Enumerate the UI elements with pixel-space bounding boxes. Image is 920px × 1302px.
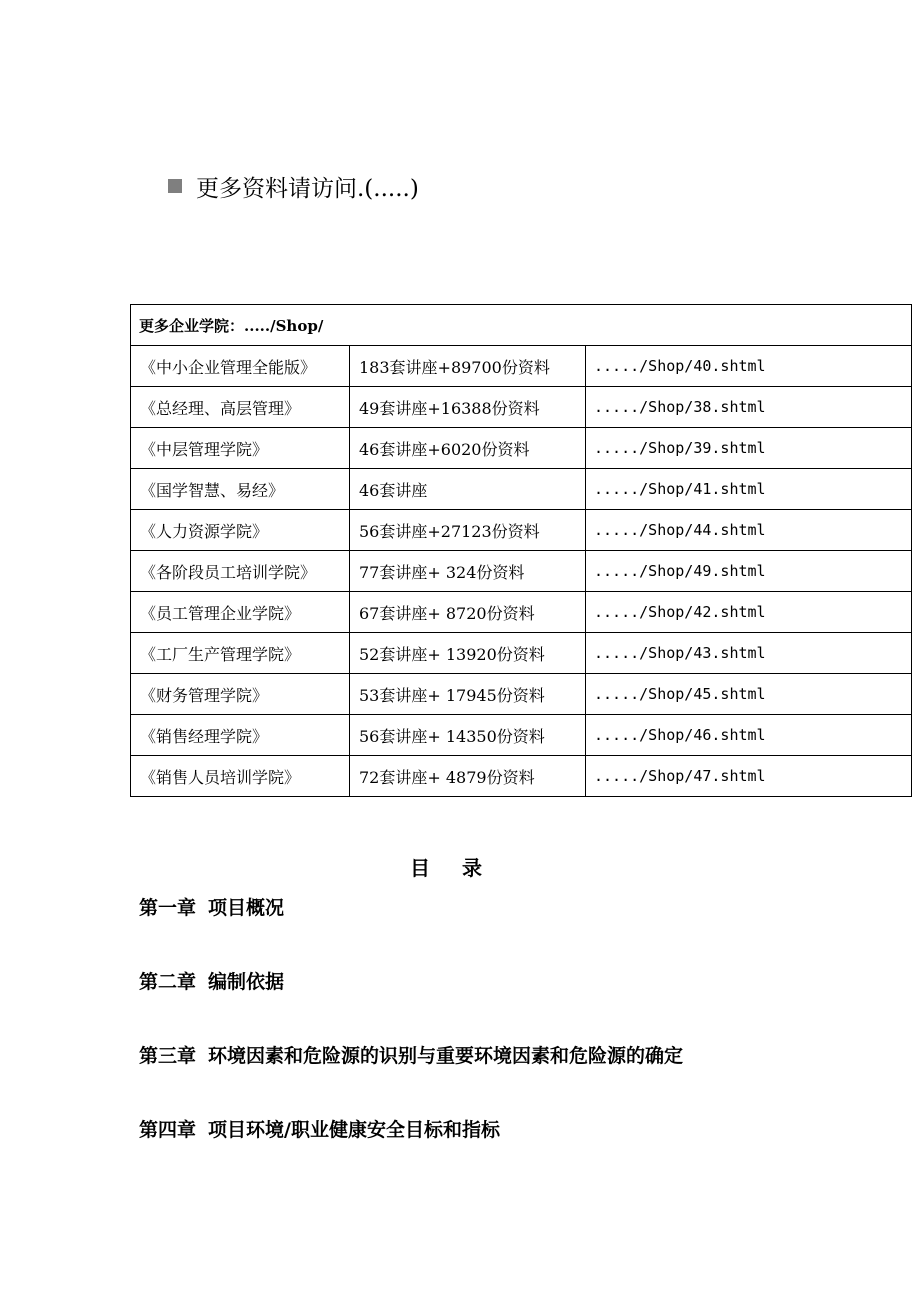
course-name-cell: 《各阶段员工培训学院》	[131, 551, 350, 592]
course-name-cell: 《财务管理学院》	[131, 674, 350, 715]
course-url-cell[interactable]: ...../Shop/46.shtml	[586, 715, 912, 756]
chapter-number: 第三章	[139, 1045, 197, 1067]
table-header-row	[131, 305, 912, 346]
table-row	[131, 469, 912, 510]
table-row	[131, 756, 912, 797]
table-row	[131, 633, 912, 674]
course-name-cell: 《销售经理学院》	[131, 715, 350, 756]
course-name-cell: 《国学智慧、易经》	[131, 469, 350, 510]
chapter-title: 编制依据	[208, 971, 285, 993]
course-name-cell: 《中层管理学院》	[131, 428, 350, 469]
course-url-cell[interactable]: ...../Shop/38.shtml	[586, 387, 912, 428]
course-url-cell[interactable]: ...../Shop/43.shtml	[586, 633, 912, 674]
chapter-title: 项目环境/职业健康安全目标和指标	[208, 1119, 500, 1141]
table-header-cell: 更多企业学院：...../Shop/	[131, 305, 912, 346]
table-row	[131, 387, 912, 428]
course-content-cell: 67套讲座+ 8720份资料	[350, 592, 586, 633]
visit-notice	[168, 168, 419, 204]
course-name-cell: 《员工管理企业学院》	[131, 592, 350, 633]
course-content-cell: 52套讲座+ 13920份资料	[350, 633, 586, 674]
course-content-cell: 56套讲座+27123份资料	[350, 510, 586, 551]
course-url-cell[interactable]: ...../Shop/47.shtml	[586, 756, 912, 797]
toc-entry	[139, 1115, 500, 1142]
course-content-cell: 46套讲座	[350, 469, 586, 510]
table-row	[131, 510, 912, 551]
course-url-cell[interactable]: ...../Shop/42.shtml	[586, 592, 912, 633]
course-content-cell: 72套讲座+ 4879份资料	[350, 756, 586, 797]
course-name-cell: 《销售人员培训学院》	[131, 756, 350, 797]
chapter-title: 项目概况	[208, 897, 285, 919]
course-url-cell[interactable]: ...../Shop/41.shtml	[586, 469, 912, 510]
course-name-cell: 《中小企业管理全能版》	[131, 346, 350, 387]
chapter-number: 第二章	[139, 971, 197, 993]
course-url-cell[interactable]: ...../Shop/40.shtml	[586, 346, 912, 387]
course-url-cell[interactable]: ...../Shop/45.shtml	[586, 674, 912, 715]
course-content-cell: 53套讲座+ 17945份资料	[350, 674, 586, 715]
chapter-title: 环境因素和危险源的识别与重要环境因素和危险源的确定	[208, 1045, 684, 1067]
toc-entry	[139, 967, 284, 994]
visit-text: 更多资料请访问.(.....)	[196, 175, 419, 202]
toc-title: 目录	[410, 856, 514, 880]
square-bullet-icon	[168, 179, 182, 193]
table-row	[131, 346, 912, 387]
course-content-cell: 56套讲座+ 14350份资料	[350, 715, 586, 756]
table-row	[131, 428, 912, 469]
course-name-cell: 《总经理、高层管理》	[131, 387, 350, 428]
course-content-cell: 183套讲座+89700份资料	[350, 346, 586, 387]
shop-table	[130, 304, 912, 797]
course-content-cell: 49套讲座+16388份资料	[350, 387, 586, 428]
course-content-cell: 46套讲座+6020份资料	[350, 428, 586, 469]
chapter-number: 第四章	[139, 1119, 197, 1141]
chapter-number: 第一章	[139, 897, 197, 919]
course-url-cell[interactable]: ...../Shop/39.shtml	[586, 428, 912, 469]
course-name-cell: 《工厂生产管理学院》	[131, 633, 350, 674]
table-row	[131, 715, 912, 756]
course-name-cell: 《人力资源学院》	[131, 510, 350, 551]
course-url-cell[interactable]: ...../Shop/49.shtml	[586, 551, 912, 592]
toc-entry	[139, 893, 284, 920]
course-content-cell: 77套讲座+ 324份资料	[350, 551, 586, 592]
toc-entry	[139, 1041, 683, 1068]
table-row	[131, 592, 912, 633]
course-url-cell[interactable]: ...../Shop/44.shtml	[586, 510, 912, 551]
table-row	[131, 674, 912, 715]
table-row	[131, 551, 912, 592]
